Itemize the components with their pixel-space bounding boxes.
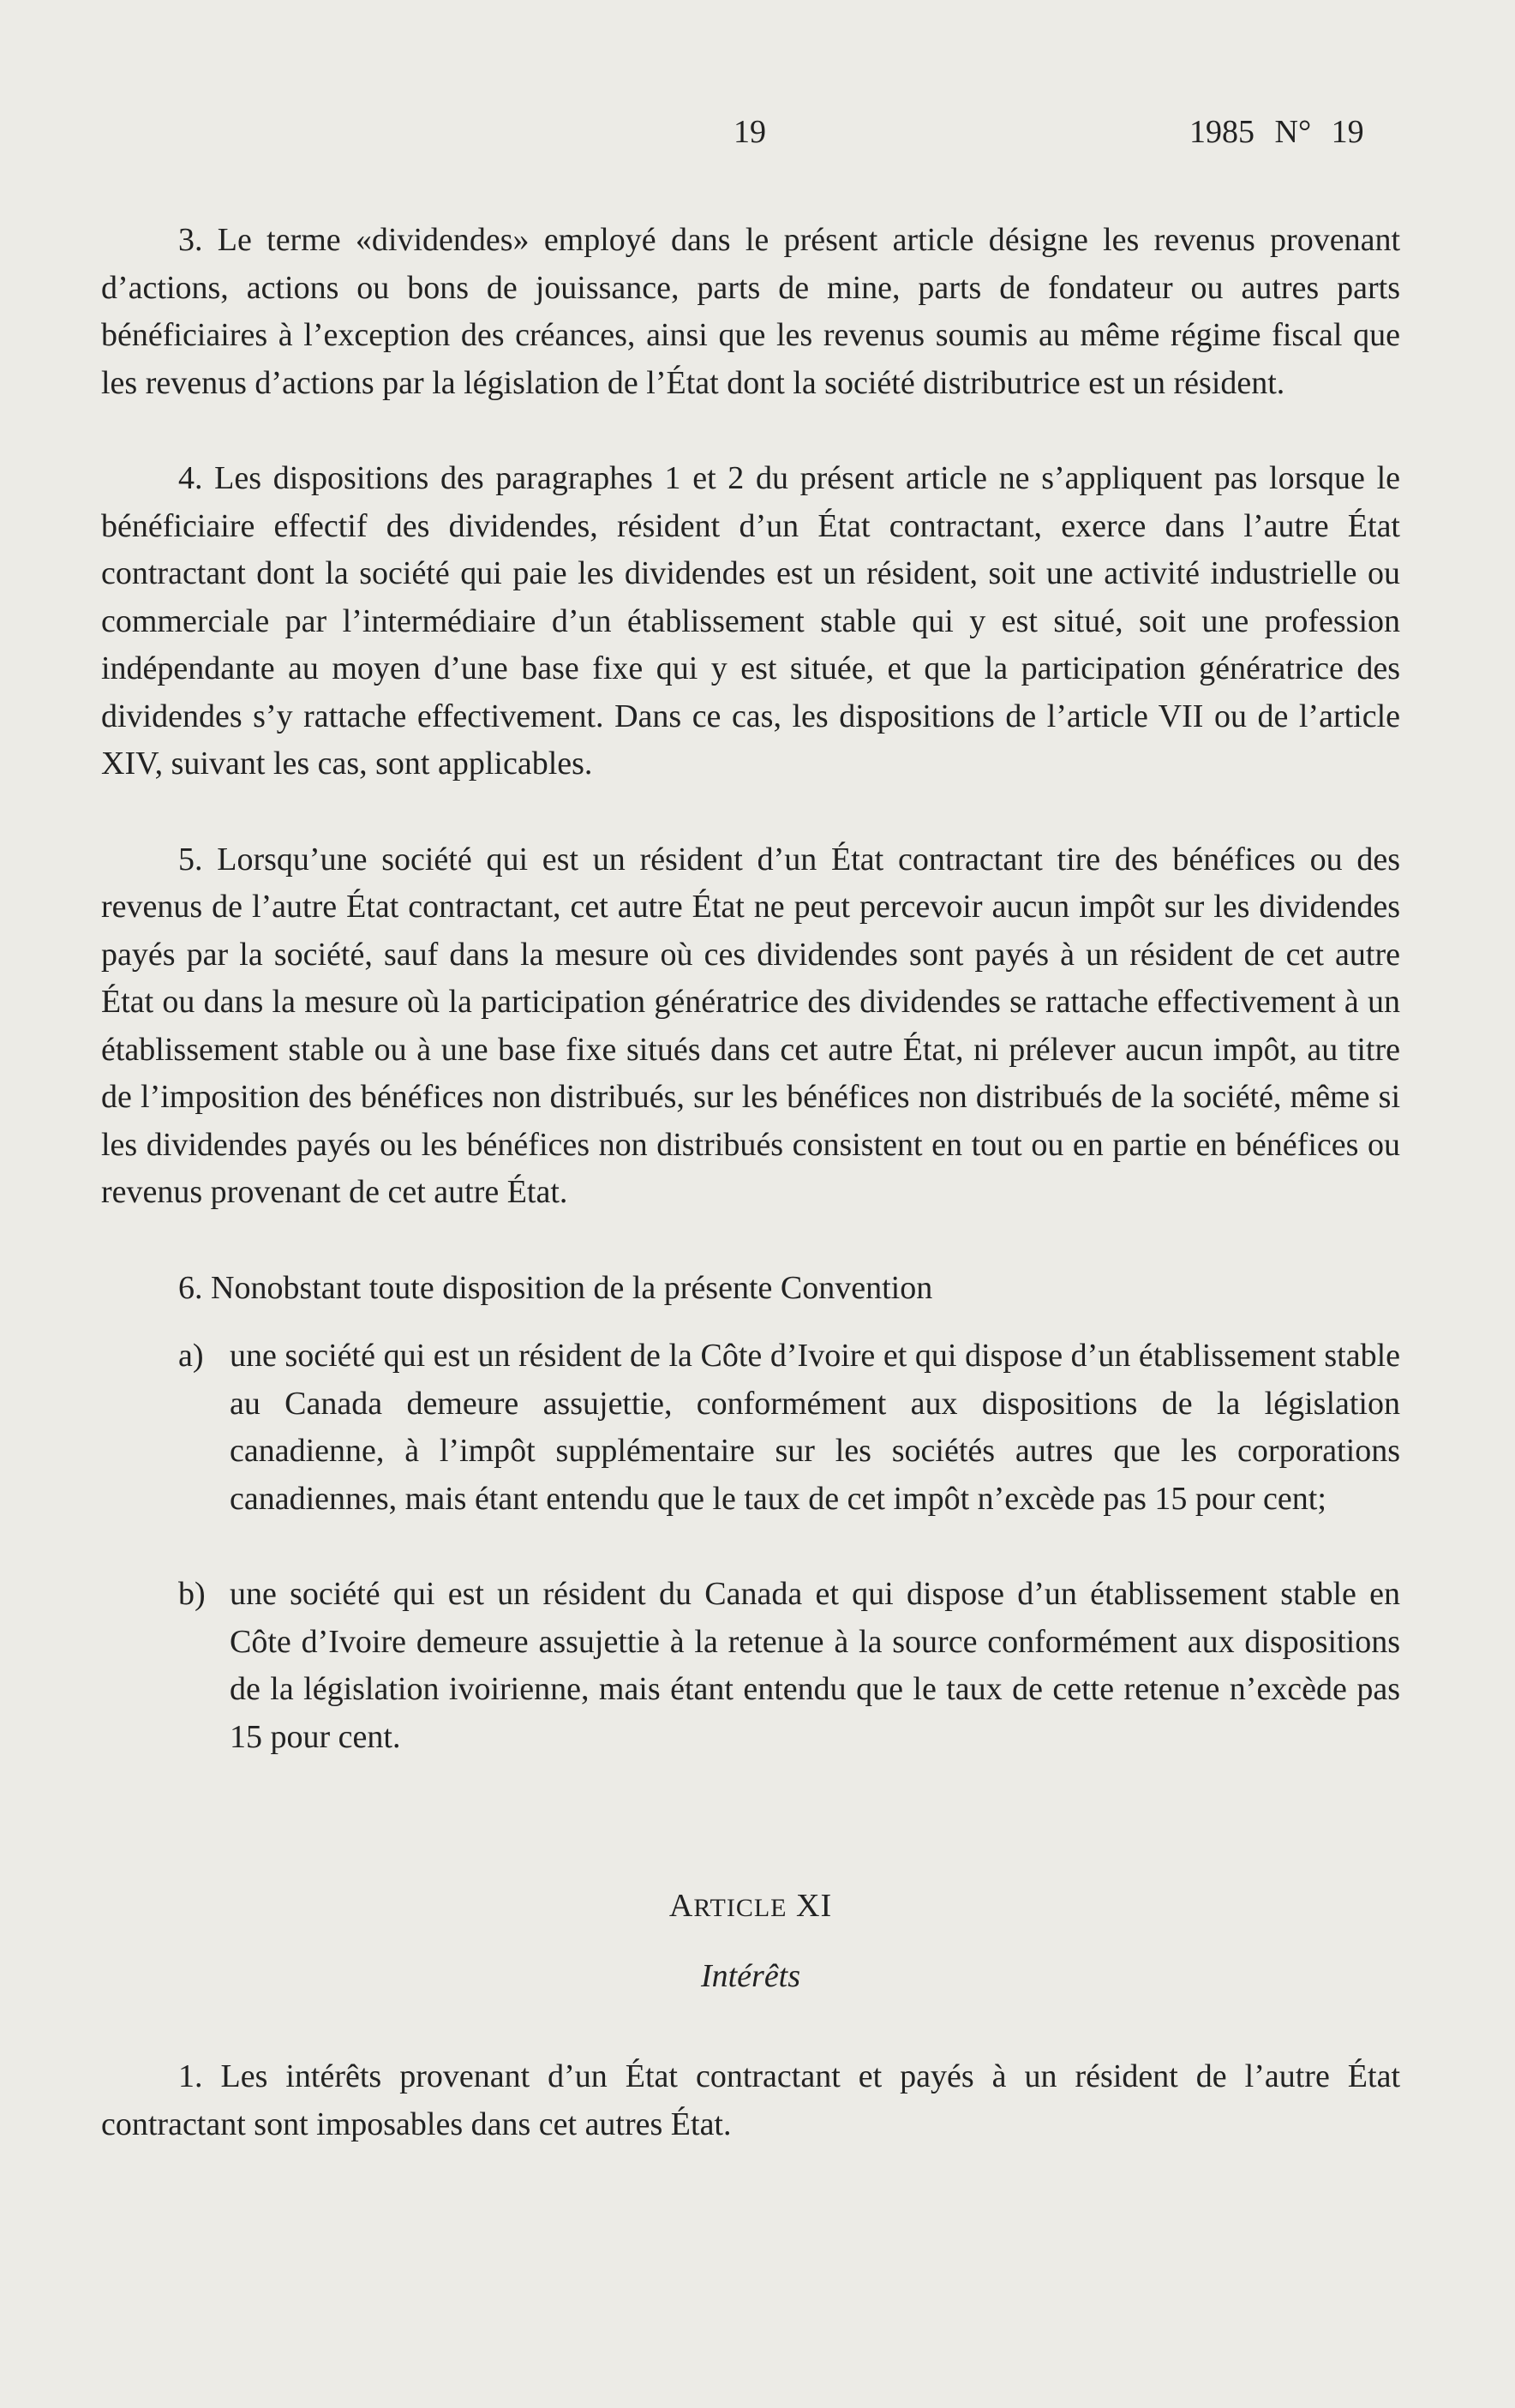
paragraph-text: Lorsqu’une société qui est un résident d’un État contractant tire des bénéfices ou des revenus de l’autre État contractant, cet autre État ne peut percevoir aucun impôt sur les dividendes payés par la société, sauf dans la mesure où ces dividendes sont payés à un résident de cet autre État ou dans la mesure où la participation génératrice des dividendes se rattache effectivement à un établissement stable ou à une base fixe situés dans cet autre État, ni prélever aucun impôt, au titre de l’imposition des bénéfices non distribués, sur les bénéfices non distribués de la société, même si les dividendes payés ou les bénéfices non distribués consistent en tout ou en partie en bénéfices ou revenus provenant de cet autre État. [101, 841, 1400, 1210]
paragraph-text: Les dispositions des paragraphes 1 et 2 du présent article ne s’appliquent pas lorsque le bénéficiaire effectif des dividendes, résident d’un État contractant, exerce dans l’autre État contractant dont la société qui paie les dividendes est un résident, soit une activité industrielle ou commerciale par l’intermédiaire d’un établissement stable qui y est situé, soit une profession indépendante au moyen d’une base fixe qui y est située, et que la participation génératrice des dividendes s’y rattache effectivement. Dans ce cas, les dispositions de l’article VII ou de l’article XIV, suivant les cas, sont applicables. [101, 460, 1400, 782]
paragraph-number: 1. [178, 2058, 203, 2094]
paragraph-text: Nonobstant toute disposition de la présente Convention [211, 1269, 933, 1306]
list-item-text: une société qui est un résident de la Côte d’Ivoire et qui dispose d’un établissement stable au Canada demeure assujettie, conformément aux dispositions de la législation canadienne, à l’impôt supplémentaire sur les sociétés autres que les corporations canadiennes, mais étant entendu que le taux de cet impôt n’excède pas 15 pour cent; [230, 1338, 1400, 1517]
article-paragraph-1 [101, 2053, 1400, 2148]
list-item-a [101, 1333, 1400, 1523]
document-body [101, 217, 1400, 2196]
article-heading-rest: RTICLE [693, 1894, 787, 1922]
page-number: 19 [734, 114, 766, 150]
paragraph-3 [101, 217, 1400, 407]
paragraph-text: Les intérêts provenant d’un État contractant et payés à un résident de l’autre État contractant sont imposables dans cet autres État. [101, 2058, 1400, 2142]
article-subheading: Intérêts [700, 1957, 801, 1994]
paragraph-6 [101, 1265, 1400, 1313]
article-heading-number: XI [796, 1888, 833, 1924]
document-reference: 1985 N° 19 [1189, 114, 1364, 150]
paragraph-number: 4. [178, 460, 203, 496]
paragraph-5 [101, 836, 1400, 1217]
page-header [0, 113, 1515, 165]
list-item-text: une société qui est un résident du Canada et qui dispose d’un établissement stable en Côte d’Ivoire demeure assujettie à la retenue à la source conformément aux dispositions de la législation ivoirienne, mais étant entendu que le taux de cette retenue n’excède pas 15 pour cent. [230, 1576, 1400, 1755]
paragraph-4 [101, 455, 1400, 788]
list-item-marker: a) [178, 1338, 204, 1374]
paragraph-text: Le terme «dividendes» employé dans le présent article désigne les revenus provenant d’actions, actions ou bons de jouissance, parts de mine, parts de fondateur ou autres parts bénéficiaires à l’exception des créances, ainsi que les revenus soumis au même régime fiscal que les revenus d’actions par la législation de l’État dont la société distributrice est un résident. [101, 222, 1400, 401]
article-heading-initial: A [668, 1888, 694, 1924]
paragraph-number: 5. [178, 841, 203, 878]
paragraph-number: 3. [178, 222, 203, 258]
paragraph-number: 6. [178, 1269, 203, 1306]
article-heading [101, 1883, 1400, 1932]
list-item-marker: b) [178, 1576, 206, 1612]
list-item-b [101, 1571, 1400, 1761]
